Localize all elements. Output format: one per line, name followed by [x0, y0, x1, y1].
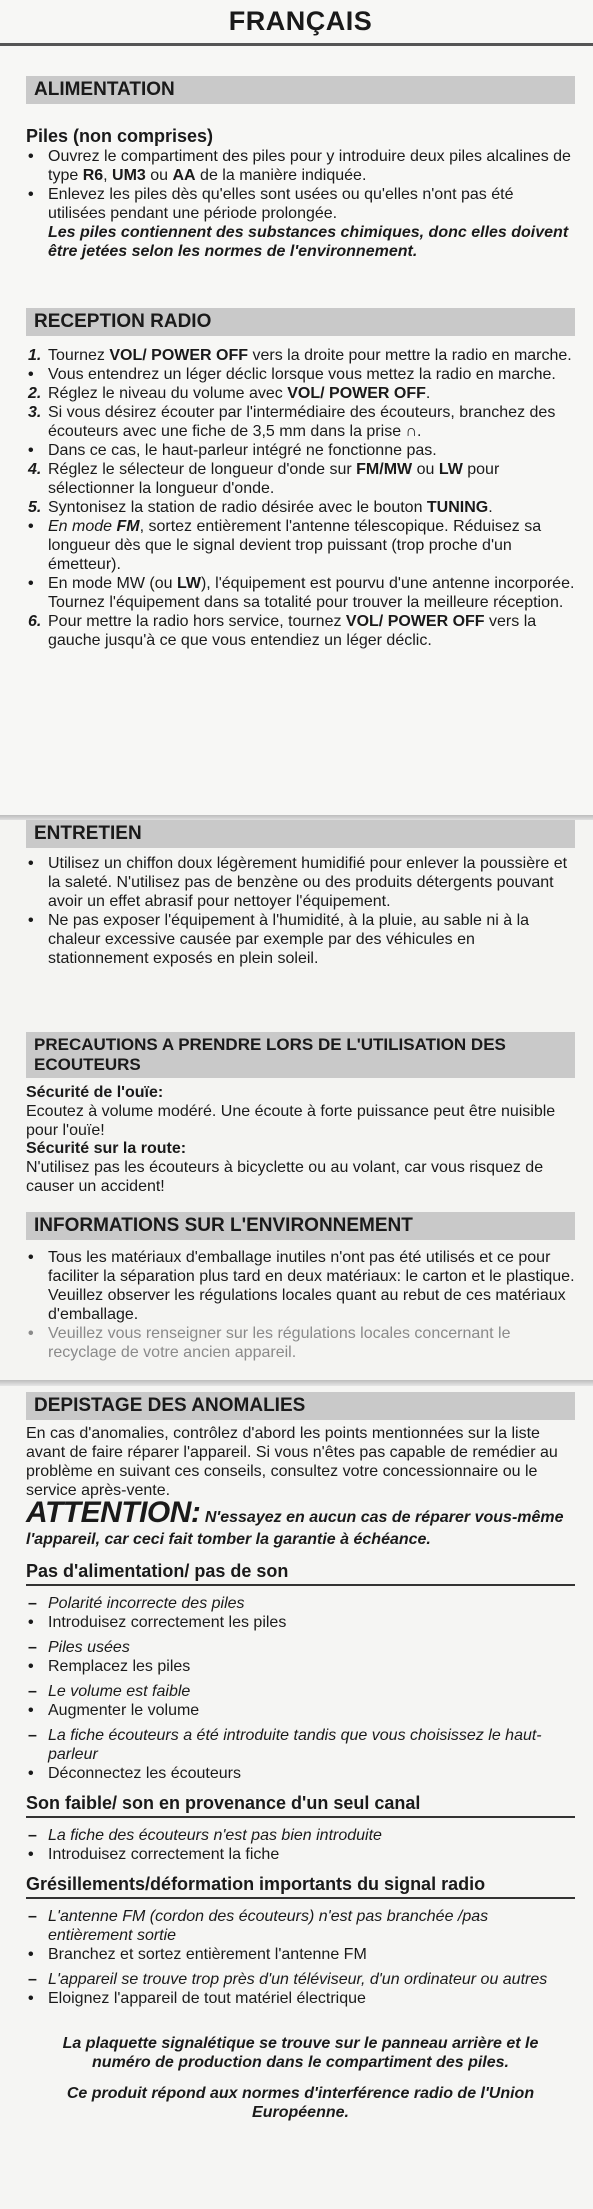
route-text: N'utilisez pas les écouteurs à bicyclette ou au volant, car vous risquez de causer un accident! — [26, 1159, 544, 1195]
title-divider — [0, 43, 593, 46]
attention-text: N'essayez en aucun cas de réparer vous-même l'appareil, car ceci fait tomber la garantie à échéance. — [26, 1509, 564, 1548]
list-item: • Veuillez vous renseigner sur les régulations locales concernant le recyclage de votre ancien appareil. — [28, 1325, 511, 1361]
bullet-icon: • — [28, 855, 34, 872]
solution-item: • Eloignez l'appareil de tout matériel électrique — [28, 1990, 366, 2007]
step-text: Pour mettre la radio hors service, tournez VOL/ POWER OFF vers la gauche jusqu'à ce que vous entendiez un léger déclic. — [48, 613, 537, 649]
list-item: • Tous les matériaux d'emballage inutiles n'ont pas été utilisés et ce pour faciliter la séparation plus tard en deux matériaux: le carton et le plastique. Veuillez observer les régulations locales quant au rebut de ces matériaux d'emballage. — [28, 1249, 575, 1323]
attention-note — [26, 1496, 575, 1551]
reception-step — [26, 441, 575, 460]
reception-step — [26, 460, 575, 498]
entretien-list — [26, 854, 575, 968]
attention-label: ATTENTION: — [26, 1496, 201, 1529]
troubleshooting-groups — [26, 1561, 575, 2008]
environnement-list — [26, 1248, 575, 1361]
bullet-icon: • — [28, 1765, 34, 1782]
dash-icon: – — [28, 1908, 37, 1925]
environnement-section — [26, 1212, 575, 1361]
bullet-icon: • — [28, 1990, 34, 2007]
bullet-icon: • — [28, 912, 34, 929]
step-number: 6. — [28, 613, 42, 630]
problem-item: – Polarité incorrecte des piles — [28, 1595, 245, 1612]
bullet-icon: • — [28, 442, 34, 459]
alimentation-section — [26, 76, 575, 261]
problem-item: – L'appareil se trouve trop près d'un téléviseur, d'un ordinateur ou autres — [28, 1971, 548, 1988]
problem-item: – Piles usées — [28, 1639, 130, 1656]
reception-step — [26, 403, 575, 441]
depistage-section — [26, 1392, 575, 2122]
reception-step — [26, 612, 575, 650]
step-text: En mode MW (ou LW), l'équipement est pourvu d'une antenne incorporée. Tournez l'équipement dans sa totalité pour trouver la meilleure réception. — [48, 575, 575, 611]
entretien-section — [26, 820, 575, 968]
reception-step — [26, 346, 575, 365]
ouie-subheading: Sécurité de l'ouïe: — [26, 1084, 164, 1101]
solution-item: • Introduisez correctement la fiche — [28, 1846, 280, 1863]
dash-icon: – — [28, 1639, 37, 1656]
solution-item: • Branchez et sortez entièrement l'antenne FM — [28, 1946, 367, 1963]
problem-item: – La fiche des écouteurs n'est pas bien introduite — [28, 1827, 382, 1844]
step-text: En mode FM, sortez entièrement l'antenne télescopique. Réduisez sa longueur dès que le signal devient trop puissant (trop proche d'un émetteur). — [48, 518, 542, 573]
dash-icon: – — [28, 1683, 37, 1700]
reception-step — [26, 384, 575, 403]
solution-item: • Déconnectez les écouteurs — [28, 1765, 241, 1782]
troubleshooting-list — [26, 1907, 575, 2008]
precautions-heading: PRECAUTIONS A PRENDRE LORS DE L'UTILISATION DES ECOUTEURS — [26, 1032, 575, 1078]
bullet-icon: • — [28, 1325, 34, 1342]
bullet-icon: • — [28, 575, 34, 592]
depistage-heading: DEPISTAGE DES ANOMALIES — [26, 1392, 575, 1420]
troubleshooting-group-title: Son faible/ son en provenance d'un seul canal — [26, 1793, 575, 1818]
bullet-icon: • — [28, 1946, 34, 1963]
bullet-icon: • — [28, 518, 34, 535]
bullet-icon: • — [28, 1614, 34, 1631]
bullet-icon: • — [28, 366, 34, 383]
step-text: Réglez le sélecteur de longueur d'onde sur FM/MW ou LW pour sélectionner la longueur d'onde. — [48, 461, 500, 497]
piles-subheading: Piles (non comprises) — [26, 126, 214, 146]
bullet-icon: • — [28, 186, 34, 203]
solution-item: • Introduisez correctement les piles — [28, 1614, 287, 1631]
list-item: • Utilisez un chiffon doux légèrement humidifié pour enlever la poussière et la saleté. N'utilisez pas de benzène ou des produits détergents pouvant avoir un effet abrasif pour nettoyer l'équipement. — [28, 855, 568, 910]
step-number: 2. — [28, 385, 42, 402]
step-text: Dans ce cas, le haut-parleur intégré ne fonctionne pas. — [48, 442, 437, 459]
step-text: Tournez VOL/ POWER OFF vers la droite pour mettre la radio en marche. — [48, 347, 572, 364]
reception-step — [26, 498, 575, 517]
list-item: • Ne pas exposer l'équipement à l'humidité, à la pluie, au sable ni à la chaleur excessive causée par exemple par des véhicules en stationnement exposés en plein soleil. — [28, 912, 530, 967]
precautions-section — [26, 1032, 575, 1196]
piles-warning: Les piles contiennent des substances chimiques, donc elles doivent être jetées selon les normes de l'environnement. — [48, 224, 569, 260]
troubleshooting-list — [26, 1594, 575, 1783]
reception-section — [26, 308, 575, 650]
problem-item: – Le volume est faible — [28, 1683, 191, 1700]
footer-norms: Ce produit répond aux normes d'interférence radio de l'Union Européenne. — [66, 2085, 535, 2121]
step-text: Réglez le niveau du volume avec VOL/ POWER OFF. — [48, 385, 431, 402]
solution-item: • Augmenter le volume — [28, 1702, 200, 1719]
step-text: Si vous désirez écouter par l'intermédiaire des écouteurs, branchez des écouteurs avec une fiche de 3,5 mm dans la prise ∩. — [48, 404, 556, 440]
bullet-icon: • — [28, 1249, 34, 1266]
dash-icon: – — [28, 1827, 37, 1844]
reception-step — [26, 517, 575, 574]
dash-icon: – — [28, 1727, 37, 1744]
troubleshooting-group-title: Pas d'alimentation/ pas de son — [26, 1561, 575, 1586]
reception-step — [26, 365, 575, 384]
panel-middle — [0, 820, 593, 1380]
step-number: 5. — [28, 499, 42, 516]
problem-item: – L'antenne FM (cordon des écouteurs) n'est pas branchée /pas entièrement sortie — [28, 1908, 489, 1944]
step-number: 3. — [28, 404, 42, 421]
alimentation-list — [26, 147, 575, 223]
dash-icon: – — [28, 1595, 37, 1612]
troubleshooting-list — [26, 1826, 575, 1864]
step-number: 1. — [28, 347, 42, 364]
dash-icon: – — [28, 1971, 37, 1988]
bullet-icon: • — [28, 1702, 34, 1719]
environnement-heading: INFORMATIONS SUR L'ENVIRONNEMENT — [26, 1212, 575, 1240]
troubleshooting-group-title: Grésillements/déformation importants du signal radio — [26, 1874, 575, 1899]
step-text: Syntonisez la station de radio désirée avec le bouton TUNING. — [48, 499, 493, 516]
ouie-text: Ecoutez à volume modéré. Une écoute à forte puissance peut être nuisible pour l'ouïe! — [26, 1103, 556, 1139]
problem-item: – La fiche écouteurs a été introduite tandis que vous choisissez le haut-parleur — [28, 1727, 542, 1763]
page-title: FRANÇAIS — [228, 6, 373, 36]
reception-list — [26, 346, 575, 650]
step-number: 4. — [28, 461, 42, 478]
reception-step — [26, 574, 575, 612]
bullet-icon: • — [28, 1658, 34, 1675]
bullet-icon: • — [28, 148, 34, 165]
alimentation-heading: ALIMENTATION — [26, 76, 575, 104]
entretien-heading: ENTRETIEN — [26, 820, 575, 848]
route-subheading: Sécurité sur la route: — [26, 1140, 187, 1157]
depistage-intro: En cas d'anomalies, contrôlez d'abord les points mentionnées sur la liste avant de faire réparer l'appareil. Si vous n'êtes pas capable de remédier au problème en suivant ces conseils, consultez votre concessionnaire ou le service après-vente. — [26, 1425, 558, 1499]
list-item: • Ouvrez le compartiment des piles pour y introduire deux piles alcalines de type R6, UM3 ou AA de la manière indiquée. — [28, 148, 571, 184]
bullet-icon: • — [28, 1846, 34, 1863]
list-item: • Enlevez les piles dès qu'elles sont usées ou qu'elles n'ont pas été utilisées pendant une période prolongée. — [28, 186, 514, 222]
step-text: Vous entendrez un léger déclic lorsque vous mettez la radio en marche. — [48, 366, 556, 383]
panel-top — [0, 0, 593, 815]
solution-item: • Remplacez les piles — [28, 1658, 191, 1675]
reception-heading: RECEPTION RADIO — [26, 308, 575, 336]
panel-bottom — [0, 1386, 593, 2209]
footer-plaque: La plaquette signalétique se trouve sur le panneau arrière et le numéro de production dans le compartiment des piles. — [62, 2035, 539, 2071]
